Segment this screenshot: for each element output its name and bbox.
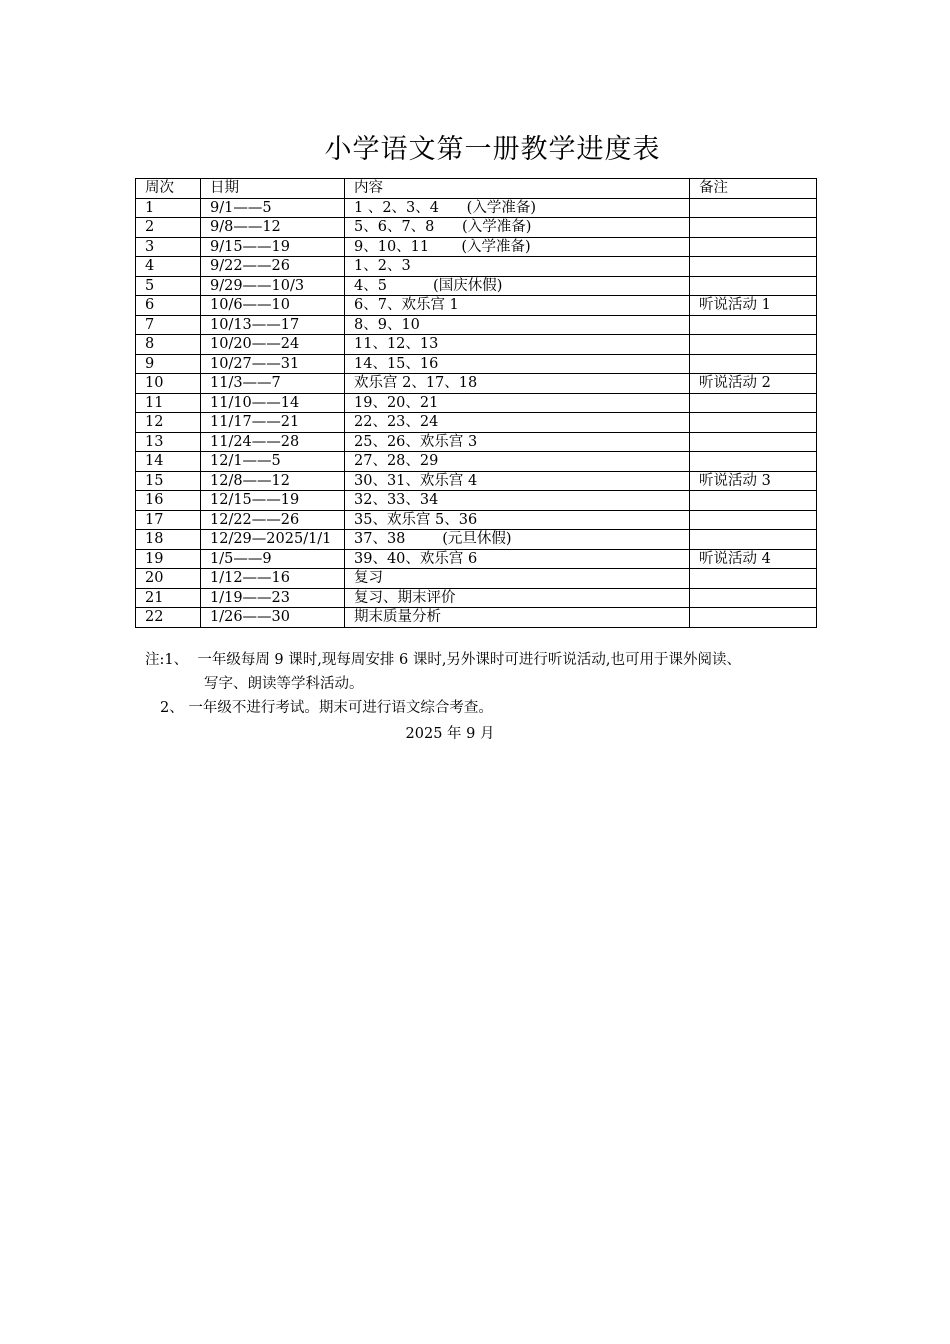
cell-date: 12/22——26 bbox=[201, 510, 345, 530]
cell-content: 25、26、欢乐宫 3 bbox=[345, 432, 690, 452]
table-row bbox=[136, 549, 817, 569]
cell-date: 11/3——7 bbox=[201, 374, 345, 394]
cell-date: 1/26——30 bbox=[201, 608, 345, 628]
cell-week: 20 bbox=[136, 569, 201, 589]
cell-week: 15 bbox=[136, 471, 201, 491]
cell-remark bbox=[690, 315, 817, 335]
cell-content: 1 、2、3、4 (入学准备) bbox=[345, 198, 690, 218]
cell-remark bbox=[690, 218, 817, 238]
cell-date: 10/6——10 bbox=[201, 296, 345, 316]
cell-week: 22 bbox=[136, 608, 201, 628]
cell-remark bbox=[690, 237, 817, 257]
cell-date: 10/20——24 bbox=[201, 335, 345, 355]
table-row bbox=[136, 452, 817, 472]
cell-week: 8 bbox=[136, 335, 201, 355]
cell-remark: 听说活动 1 bbox=[690, 296, 817, 316]
cell-week: 1 bbox=[136, 198, 201, 218]
table-row bbox=[136, 432, 817, 452]
cell-content: 27、28、29 bbox=[345, 452, 690, 472]
cell-remark: 听说活动 3 bbox=[690, 471, 817, 491]
header-remark: 备注 bbox=[690, 179, 817, 199]
cell-week: 2 bbox=[136, 218, 201, 238]
schedule-table bbox=[135, 178, 817, 628]
cell-content: 6、7、欢乐宫 1 bbox=[345, 296, 690, 316]
cell-date: 1/5——9 bbox=[201, 549, 345, 569]
cell-date: 12/1——5 bbox=[201, 452, 345, 472]
cell-content: 欢乐宫 2、17、18 bbox=[345, 374, 690, 394]
cell-date: 9/29——10/3 bbox=[201, 276, 345, 296]
cell-week: 21 bbox=[136, 588, 201, 608]
table-row bbox=[136, 393, 817, 413]
table-header-row bbox=[136, 179, 817, 199]
cell-date: 12/29—2025/1/1 bbox=[201, 530, 345, 550]
table-row bbox=[136, 569, 817, 589]
cell-content: 5、6、7、8 (入学准备) bbox=[345, 218, 690, 238]
cell-content: 期末质量分析 bbox=[345, 608, 690, 628]
cell-content: 32、33、34 bbox=[345, 491, 690, 511]
cell-content: 14、15、16 bbox=[345, 354, 690, 374]
cell-content: 19、20、21 bbox=[345, 393, 690, 413]
cell-date: 11/24——28 bbox=[201, 432, 345, 452]
cell-date: 1/12——16 bbox=[201, 569, 345, 589]
cell-date: 12/15——19 bbox=[201, 491, 345, 511]
cell-content: 复习、期末评价 bbox=[345, 588, 690, 608]
cell-week: 19 bbox=[136, 549, 201, 569]
table-row bbox=[136, 315, 817, 335]
cell-content: 1、2、3 bbox=[345, 257, 690, 277]
note-2: 2、 一年级不进行考试。期末可进行语文综合考查。 bbox=[160, 700, 493, 716]
cell-remark bbox=[690, 588, 817, 608]
cell-week: 6 bbox=[136, 296, 201, 316]
table-row bbox=[136, 354, 817, 374]
cell-week: 18 bbox=[136, 530, 201, 550]
header-date: 日期 bbox=[201, 179, 345, 199]
schedule-body bbox=[136, 198, 817, 627]
table-row bbox=[136, 218, 817, 238]
cell-date: 10/27——31 bbox=[201, 354, 345, 374]
cell-remark bbox=[690, 452, 817, 472]
cell-remark bbox=[690, 569, 817, 589]
cell-date: 9/8——12 bbox=[201, 218, 345, 238]
cell-week: 11 bbox=[136, 393, 201, 413]
cell-remark bbox=[690, 608, 817, 628]
cell-week: 5 bbox=[136, 276, 201, 296]
cell-remark bbox=[690, 413, 817, 433]
table-row bbox=[136, 237, 817, 257]
notes-section bbox=[145, 648, 845, 746]
cell-week: 10 bbox=[136, 374, 201, 394]
header-week: 周次 bbox=[136, 179, 201, 199]
cell-date: 9/1——5 bbox=[201, 198, 345, 218]
cell-date: 12/8——12 bbox=[201, 471, 345, 491]
table-row bbox=[136, 276, 817, 296]
cell-remark bbox=[690, 276, 817, 296]
cell-week: 3 bbox=[136, 237, 201, 257]
cell-week: 9 bbox=[136, 354, 201, 374]
table-row bbox=[136, 198, 817, 218]
document-date: 2025 年 9 月 bbox=[405, 726, 495, 742]
cell-remark bbox=[690, 510, 817, 530]
cell-content: 22、23、24 bbox=[345, 413, 690, 433]
cell-content: 8、9、10 bbox=[345, 315, 690, 335]
table-row bbox=[136, 510, 817, 530]
cell-content: 37、38 (元旦休假) bbox=[345, 530, 690, 550]
cell-week: 16 bbox=[136, 491, 201, 511]
cell-remark bbox=[690, 354, 817, 374]
table-row bbox=[136, 335, 817, 355]
cell-remark: 听说活动 4 bbox=[690, 549, 817, 569]
table-row bbox=[136, 374, 817, 394]
cell-date: 11/17——21 bbox=[201, 413, 345, 433]
cell-week: 7 bbox=[136, 315, 201, 335]
cell-content: 11、12、13 bbox=[345, 335, 690, 355]
cell-week: 14 bbox=[136, 452, 201, 472]
table-row bbox=[136, 296, 817, 316]
cell-remark bbox=[690, 198, 817, 218]
table-row bbox=[136, 413, 817, 433]
table-row bbox=[136, 588, 817, 608]
cell-remark bbox=[690, 530, 817, 550]
cell-content: 复习 bbox=[345, 569, 690, 589]
cell-remark bbox=[690, 257, 817, 277]
cell-week: 13 bbox=[136, 432, 201, 452]
note-1-line-2: 写字、朗读等学科活动。 bbox=[204, 676, 364, 692]
cell-week: 12 bbox=[136, 413, 201, 433]
table-row bbox=[136, 530, 817, 550]
table-row bbox=[136, 608, 817, 628]
table-row bbox=[136, 257, 817, 277]
cell-date: 9/22——26 bbox=[201, 257, 345, 277]
cell-week: 4 bbox=[136, 257, 201, 277]
cell-content: 39、40、欢乐宫 6 bbox=[345, 549, 690, 569]
cell-content: 35、欢乐宫 5、36 bbox=[345, 510, 690, 530]
note-1-line-1: 注:1、 一年级每周 9 课时,现每周安排 6 课时,另外课时可进行听说活动,也可用于课外阅读、 bbox=[145, 652, 742, 668]
cell-remark bbox=[690, 491, 817, 511]
cell-date: 1/19——23 bbox=[201, 588, 345, 608]
page-title: 小学语文第一册教学进度表 bbox=[324, 134, 661, 165]
cell-remark: 听说活动 2 bbox=[690, 374, 817, 394]
cell-content: 4、5 (国庆休假) bbox=[345, 276, 690, 296]
cell-remark bbox=[690, 393, 817, 413]
cell-content: 9、10、11 (入学准备) bbox=[345, 237, 690, 257]
cell-content: 30、31、欢乐宫 4 bbox=[345, 471, 690, 491]
cell-date: 9/15——19 bbox=[201, 237, 345, 257]
cell-remark bbox=[690, 432, 817, 452]
cell-week: 17 bbox=[136, 510, 201, 530]
table-row bbox=[136, 491, 817, 511]
cell-date: 11/10——14 bbox=[201, 393, 345, 413]
table-row bbox=[136, 471, 817, 491]
cell-date: 10/13——17 bbox=[201, 315, 345, 335]
header-content: 内容 bbox=[345, 179, 690, 199]
cell-remark bbox=[690, 335, 817, 355]
